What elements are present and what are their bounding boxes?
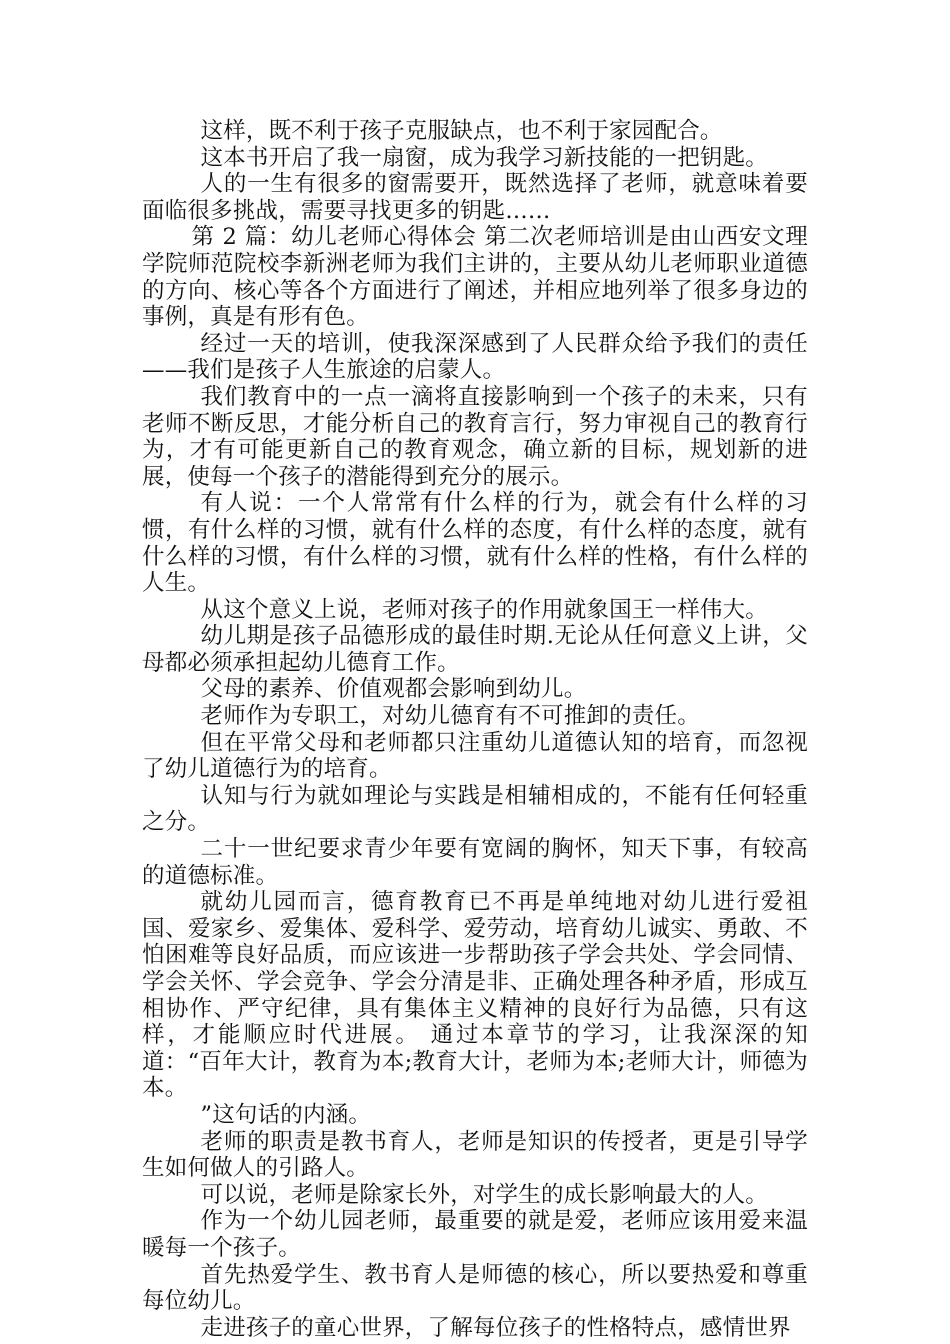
paragraph: 有人说：一个人常常有什么样的行为，就会有什么样的习惯，有什么样的习惯，就有什么样的态度，有什么样的态度，就有什么样的习惯，有什么样的习惯，就有什么样的性格，有什么样的人生。	[142, 490, 808, 597]
document-body	[142, 118, 808, 1341]
paragraph: 二十一世纪要求青少年要有宽阔的胸怀，知天下事，有较高的道德标准。	[142, 836, 808, 889]
section-heading-paragraph: 第 2 篇：幼儿老师心得体会 第二次老师培训是由山西安文理学院师范院校李新洲老师为我们主讲的，主要从幼儿老师职业道德的方向、核心等各个方面进行了阐述，并相应地列举了很多身边的事例，真是有形有色。	[142, 224, 808, 331]
paragraph: 走进孩子的童心世界，了解每位孩子的性格特点，感情世界	[200, 1314, 791, 1341]
paragraph: 老师的职责是教书育人，老师是知识的传授者，更是引导学生如何做人的引路人。	[142, 1128, 808, 1182]
paragraph: 这样，既不利于孩子克服缺点，也不利于家园配合。	[200, 118, 723, 144]
paragraph: 就幼儿园而言，德育教育已不再是单纯地对幼儿进行爱祖国、爱家乡、爱集体、爱科学、爱劳动，培育幼儿诚实、勇敢、不怕困难等良好品质，而应该进一步帮助孩子学会共处、学会同情、学会关怀、学会竞争、学会分清是非、正确处理各种矛盾，形成互相协作、严守纪律，具有集体主义精神的良好行为品德，只有这样，才能顺应时代进展。 通过本章节的学习，让我深深的知道：“百年大计，教育为本;教育大计，老师为本;老师大计，师德为本。	[142, 889, 808, 1102]
paragraph: 可以说，老师是除家长外，对学生的成长影响最大的人。	[200, 1181, 769, 1208]
paragraph: 经过一天的培训，使我深深感到了人民群众给予我们的责任——我们是孩子人生旅途的启蒙人。	[142, 330, 808, 384]
paragraph: 我们教育中的一点一滴将直接影响到一个孩子的未来，只有老师不断反思，才能分析自己的教育言行，努力审视自己的教育行为，才有可能更新自己的教育观念，确立新的目标，规划新的进展，使每一个孩子的潜能得到充分的展示。	[142, 383, 808, 490]
paragraph: 首先热爱学生、教书育人是师德的核心，所以要热爱和尊重每位幼儿。	[142, 1261, 808, 1315]
paragraph: 老师作为专职工，对幼儿德育有不可推卸的责任。	[200, 703, 700, 730]
paragraph: 幼儿期是孩子品德形成的最佳时期.无论从任何意义上讲，父母都必须承担起幼儿德育工作。	[142, 623, 808, 676]
paragraph: 从这个意义上说，老师对孩子的作用就象国王一样伟大。	[200, 596, 769, 623]
paragraph: 父母的素养、价值观都会影响到幼儿。	[200, 676, 587, 703]
paragraph: 但在平常父母和老师都只注重幼儿道德认知的培育，而忽视了幼儿道德行为的培育。	[142, 729, 808, 783]
paragraph: 认知与行为就如理论与实践是相辅相成的，不能有任何轻重之分。	[142, 782, 808, 836]
paragraph: 人的一生有很多的窗需要开，既然选择了老师，就意味着要面临很多挑战，需要寻找更多的钥匙……	[142, 171, 808, 224]
paragraph: 这本书开启了我一扇窗，成为我学习新技能的一把钥匙。	[200, 144, 769, 171]
paragraph: ”这句话的内涵。	[200, 1101, 372, 1128]
paragraph: 作为一个幼儿园老师，最重要的就是爱，老师应该用爱来温暖每一个孩子。	[142, 1208, 808, 1261]
